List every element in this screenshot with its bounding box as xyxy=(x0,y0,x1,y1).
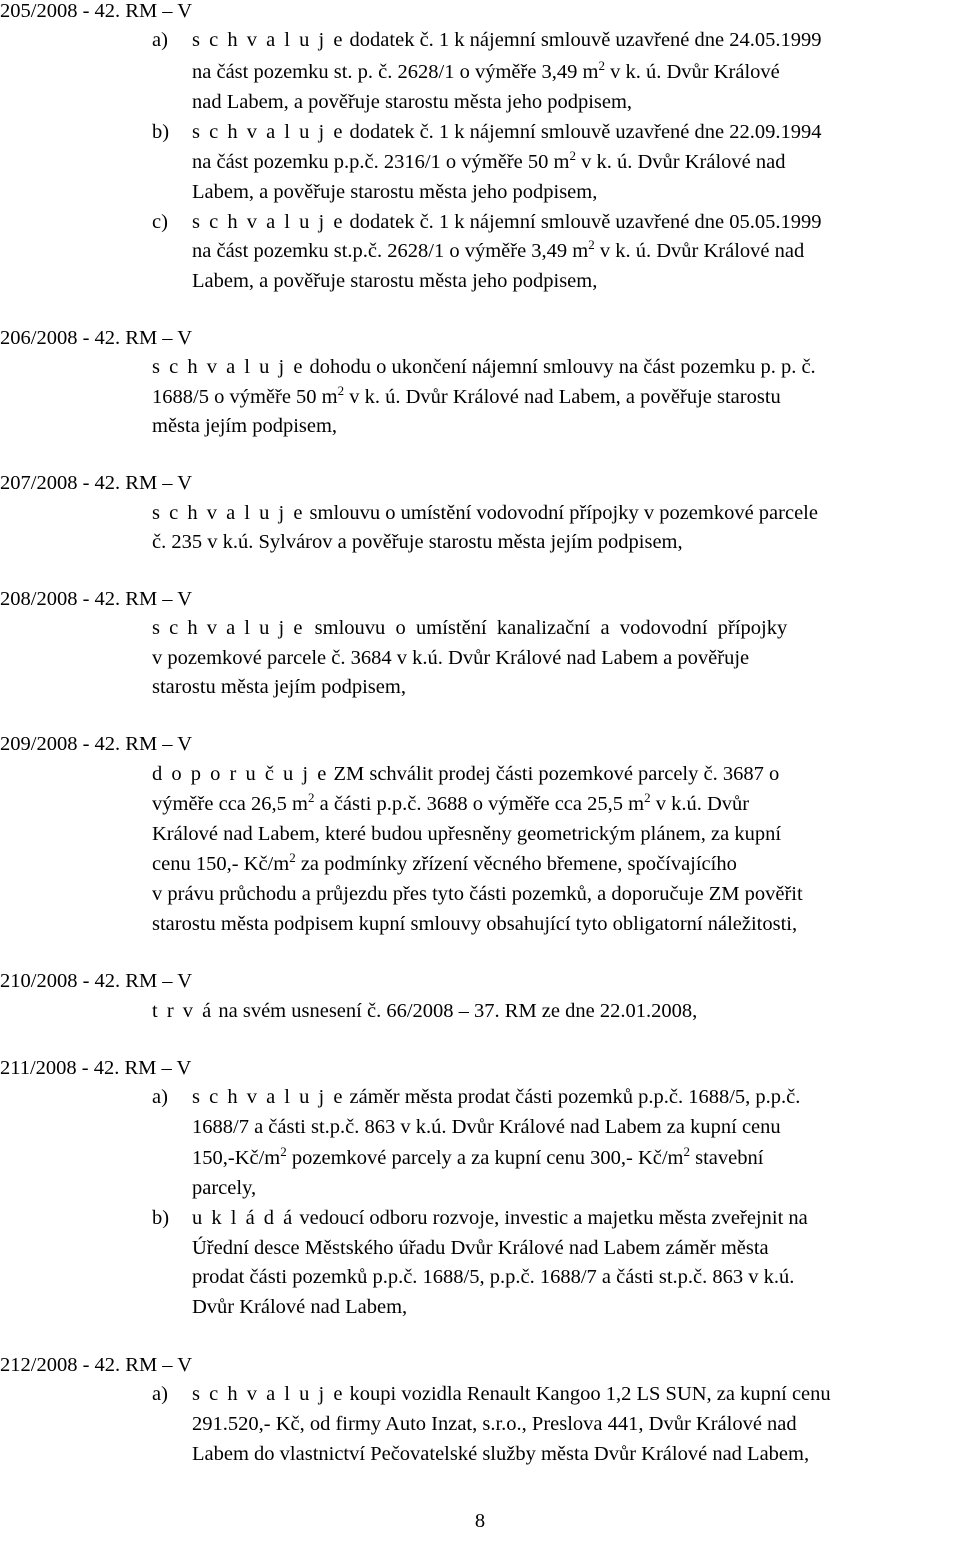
resolution-header: 212/2008 - 42. RM – V xyxy=(0,1354,193,1376)
resolution-text-line: s c h v a l u j e dodatek č. 1 k nájemní smlouvě uzavřené dne 24.05.1999 xyxy=(192,29,822,51)
resolution-text-line: města jejím podpisem, xyxy=(152,415,338,437)
resolution-text-line: Labem, a pověřuje starostu města jeho podpisem, xyxy=(192,181,598,203)
item-marker: b) xyxy=(152,121,170,143)
resolution-text-line: cenu 150,- $Kč/m^2$ za podmínky zřízení věcného břemene, spočívajícího xyxy=(152,850,737,875)
resolution-text-line: s c h v a l u j e koupi vozidla Renault Kangoo 1,2 LS SUN, za kupní cenu xyxy=(192,1383,831,1405)
verb: s c h v a l u j e xyxy=(152,356,305,378)
item-marker: a) xyxy=(152,29,168,51)
verb: s c h v a l u j e xyxy=(192,211,345,233)
verb: u k l á d á xyxy=(192,1207,295,1229)
resolution-text-line: 1688/5 o výměře 50 $m^2$ v k. ú. Dvůr Králové nad Labem, a pověřuje starostu xyxy=(152,383,781,408)
resolution-text-line: č. 235 v k.ú. Sylvárov a pověřuje starostu města jejím podpisem, xyxy=(152,531,683,553)
verb: s c h v a l u j e xyxy=(192,1383,345,1405)
resolution-text-line: na část pozemku st. p. č. 2628/1 o výměře 3,49 $m^2$ v k. ú. Dvůr Králové xyxy=(192,58,780,83)
resolution-text-line: s c h v a l u j e smlouvu o umístění kanalizační a vodovodní přípojky xyxy=(152,617,788,639)
resolution-text-line: Labem, a pověřuje starostu města jeho podpisem, xyxy=(192,270,598,292)
resolution-text-line: 291.520,- Kč, od firmy Auto Inzat, s.r.o., Preslova 441, Dvůr Králové nad xyxy=(192,1413,797,1435)
resolution-text-line: s c h v a l u j e záměr města prodat části pozemků p.p.č. 1688/5, p.p.č. xyxy=(192,1086,801,1108)
resolution-header: 208/2008 - 42. RM – V xyxy=(0,588,193,610)
verb: t r v á xyxy=(152,1000,214,1022)
resolution-text-line: $150,-Kč/m^2$ pozemkové parcely a za kupní cenu 300,- $Kč/m^2$ stavební xyxy=(192,1144,764,1169)
resolution-text-line: s c h v a l u j e dodatek č. 1 k nájemní smlouvě uzavřené dne 22.09.1994 xyxy=(192,121,822,143)
resolution-text-line: Králové nad Labem, které budou upřesněny geometrickým plánem, za kupní xyxy=(152,823,782,845)
item-marker: b) xyxy=(152,1207,170,1229)
verb: s c h v a l u j e xyxy=(152,617,305,639)
resolution-text-line: d o p o r u č u j e ZM schválit prodej části pozemkové parcely č. 3687 o xyxy=(152,763,780,785)
resolution-text-line: Dvůr Králové nad Labem, xyxy=(192,1296,408,1318)
verb: s c h v a l u j e xyxy=(192,29,345,51)
verb: s c h v a l u j e xyxy=(192,1086,345,1108)
resolution-text-line: parcely, xyxy=(192,1177,257,1199)
resolution-text-line: na část pozemku p.p.č. 2316/1 o výměře 50 $m^2$ v k. ú. Dvůr Králové nad xyxy=(192,148,786,173)
resolution-text-line: nad Labem, a pověřuje starostu města jeho podpisem, xyxy=(192,91,633,113)
resolution-text-line: Úřední desce Městského úřadu Dvůr Králové nad Labem záměr města xyxy=(192,1237,769,1259)
resolution-text-line: v právu průchodu a průjezdu přes tyto části pozemků, a doporučuje ZM pověřit xyxy=(152,883,803,905)
resolution-text-line: s c h v a l u j e smlouvu o umístění vodovodní přípojky v pozemkové parcele xyxy=(152,502,818,524)
verb: s c h v a l u j e xyxy=(152,502,305,524)
resolution-text-line: starostu města jejím podpisem, xyxy=(152,676,406,698)
resolution-text-line: v pozemkové parcele č. 3684 v k.ú. Dvůr Králové nad Labem a pověřuje xyxy=(152,647,750,669)
resolution-text-line: na část pozemku st.p.č. 2628/1 o výměře 3,49 $m^2$ v k. ú. Dvůr Králové nad xyxy=(192,237,805,262)
resolution-header: 210/2008 - 42. RM – V xyxy=(0,970,193,992)
verb: d o p o r u č u j e xyxy=(152,763,329,785)
resolution-text-line: starostu města podpisem kupní smlouvy obsahující tyto obligatorní náležitosti, xyxy=(152,913,798,935)
verb: s c h v a l u j e xyxy=(192,121,345,143)
page-number: 8 xyxy=(474,1510,486,1532)
resolution-header: 206/2008 - 42. RM – V xyxy=(0,327,193,349)
resolution-text-line: u k l á d á vedoucí odboru rozvoje, investic a majetku města zveřejnit na xyxy=(192,1207,808,1229)
resolution-text-line: výměře cca 26,5 $m^2$ a části p.p.č. 3688 o výměře cca 25,5 $m^2$ v k.ú. Dvůr xyxy=(152,790,750,815)
resolution-text-line: 1688/7 a části st.p.č. 863 v k.ú. Dvůr Králové nad Labem za kupní cenu xyxy=(192,1116,781,1138)
resolution-text-line: Labem do vlastnictví Pečovatelské služby města Dvůr Králové nad Labem, xyxy=(192,1443,810,1465)
resolution-text-line: s c h v a l u j e dodatek č. 1 k nájemní smlouvě uzavřené dne 05.05.1999 xyxy=(192,211,822,233)
resolution-header: 207/2008 - 42. RM – V xyxy=(0,472,193,494)
resolution-text-line: prodat části pozemků p.p.č. 1688/5, p.p.č. 1688/7 a části st.p.č. 863 v k.ú. xyxy=(192,1266,795,1288)
resolution-header: 205/2008 - 42. RM – V xyxy=(0,0,193,22)
item-marker: a) xyxy=(152,1383,168,1405)
resolution-header: 211/2008 - 42. RM – V xyxy=(0,1057,192,1079)
item-marker: a) xyxy=(152,1086,168,1108)
resolution-header: 209/2008 - 42. RM – V xyxy=(0,733,193,755)
item-marker: c) xyxy=(152,211,168,233)
resolution-text-line: s c h v a l u j e dohodu o ukončení nájemní smlouvy na část pozemku p. p. č. xyxy=(152,356,816,378)
resolution-text-line: t r v á na svém usnesení č. 66/2008 – 37. RM ze dne 22.01.2008, xyxy=(152,1000,698,1022)
